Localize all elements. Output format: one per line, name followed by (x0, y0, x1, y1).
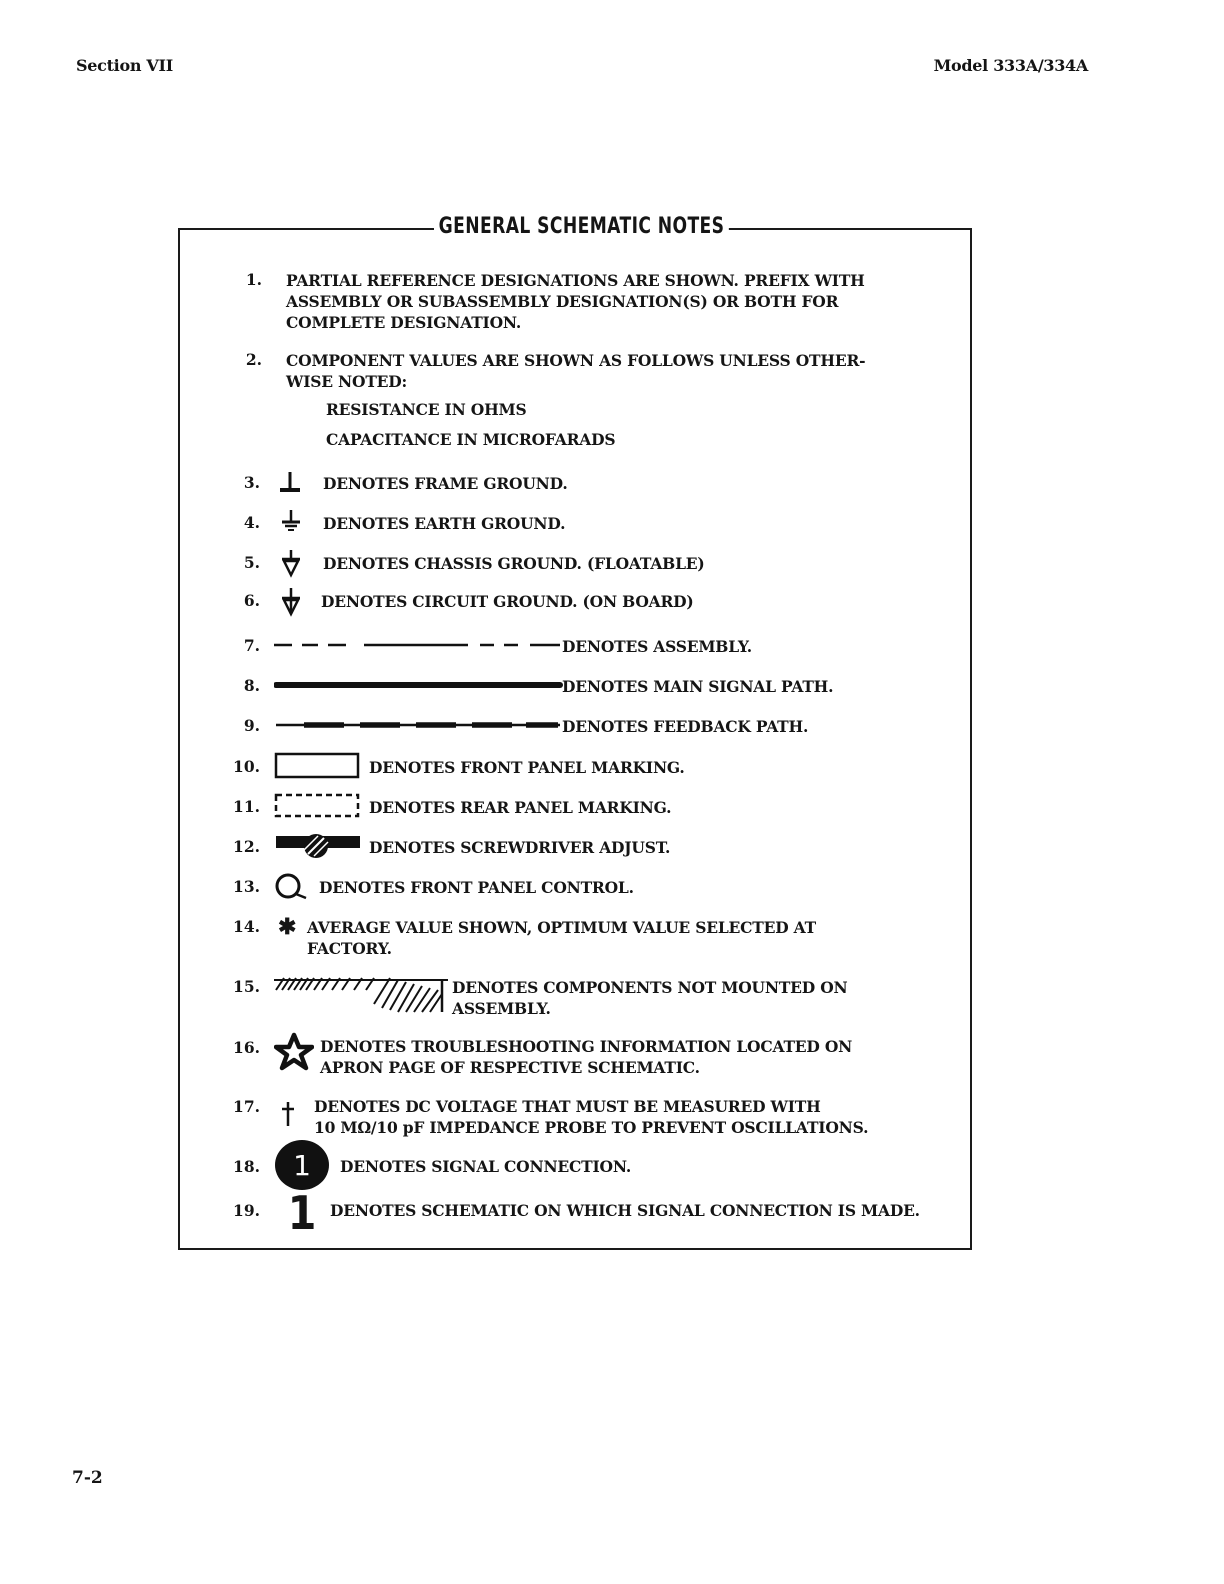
note-11: DENOTES REAR PANEL MARKING. (369, 798, 672, 817)
note-10: DENOTES FRONT PANEL MARKING. (369, 758, 685, 777)
note-2 (286, 350, 865, 392)
note-line: DENOTES TROUBLESHOOTING INFORMATION LOCATED ON (320, 1037, 853, 1056)
note-number: 19. (233, 1201, 260, 1220)
note-line: FACTORY. (307, 939, 392, 958)
earth-ground-icon (280, 508, 302, 534)
note-number: 5. (243, 553, 260, 572)
note-line: COMPONENT VALUES ARE SHOWN AS FOLLOWS UNLESS OTHER- (286, 351, 866, 370)
assembly-line-icon (272, 638, 564, 652)
note-number: 10. (233, 757, 260, 776)
feedback-path-icon (274, 718, 564, 732)
note-number: 13. (233, 877, 260, 896)
note-number: 1. (245, 270, 262, 289)
hatched-box-icon (272, 974, 448, 1016)
note-18: DENOTES SIGNAL CONNECTION. (340, 1157, 632, 1176)
note-number: 6. (243, 591, 260, 610)
note-8: DENOTES MAIN SIGNAL PATH. (562, 677, 834, 696)
note-4: DENOTES EARTH GROUND. (323, 514, 566, 533)
note-line: ASSEMBLY. (452, 999, 551, 1018)
note-line: AVERAGE VALUE SHOWN, OPTIMUM VALUE SELECTED AT (307, 918, 816, 937)
front-panel-control-icon (274, 872, 320, 902)
star-icon (274, 1032, 314, 1072)
note-number: 7. (243, 636, 260, 655)
note-14 (307, 917, 816, 959)
schematic-reference-icon: 1 (287, 1186, 317, 1240)
note-line: PARTIAL REFERENCE DESIGNATIONS ARE SHOWN. PREFIX WITH (286, 271, 865, 290)
dagger-icon (280, 1100, 296, 1130)
note-5: DENOTES CHASSIS GROUND. (FLOATABLE) (323, 554, 705, 573)
signal-connection-icon: 1 (275, 1140, 329, 1190)
note-number: 11. (233, 797, 260, 816)
note-number: 4. (243, 513, 260, 532)
note-number: 15. (233, 977, 260, 996)
note-number: 3. (243, 473, 260, 492)
note-7: DENOTES ASSEMBLY. (562, 637, 752, 656)
note-9: DENOTES FEEDBACK PATH. (562, 717, 809, 736)
note-17 (314, 1096, 868, 1138)
note-3: DENOTES FRAME GROUND. (323, 474, 568, 493)
note-number: 12. (233, 837, 260, 856)
asterisk-icon: ✱ (278, 914, 297, 940)
frame-ground-icon (278, 470, 302, 496)
note-19: DENOTES SCHEMATIC ON WHICH SIGNAL CONNECTION IS MADE. (330, 1201, 920, 1220)
circuit-ground-icon (280, 586, 302, 618)
note-number: 2. (245, 350, 262, 369)
front-panel-marking-icon (274, 752, 362, 780)
note-line: DENOTES COMPONENTS NOT MOUNTED ON (452, 978, 848, 997)
note-13: DENOTES FRONT PANEL CONTROL. (319, 878, 634, 897)
note-number: 17. (233, 1097, 260, 1116)
note-line: APRON PAGE OF RESPECTIVE SCHEMATIC. (320, 1058, 700, 1077)
model-header: Model 333A/334A (933, 56, 1088, 75)
capacitance-unit: CAPACITANCE IN MICROFARADS (326, 430, 616, 449)
note-line: DENOTES DC VOLTAGE THAT MUST BE MEASURED WITH (314, 1097, 821, 1116)
note-6: DENOTES CIRCUIT GROUND. (ON BOARD) (321, 592, 694, 611)
note-line: WISE NOTED: (286, 372, 408, 391)
note-number: 9. (243, 716, 260, 735)
notes-title: GENERAL SCHEMATIC NOTES (434, 214, 729, 239)
note-15 (452, 977, 848, 1019)
main-signal-path-icon (274, 678, 564, 692)
note-number: 8. (243, 676, 260, 695)
note-line: 10 MΩ/10 pF IMPEDANCE PROBE TO PREVENT OSCILLATIONS. (314, 1118, 869, 1137)
note-number: 14. (233, 917, 260, 936)
note-line: ASSEMBLY OR SUBASSEMBLY DESIGNATION(S) OR BOTH FOR (286, 292, 839, 311)
note-line: COMPLETE DESIGNATION. (286, 313, 522, 332)
rear-panel-marking-icon (274, 792, 362, 820)
page-number: 7-2 (72, 1468, 103, 1488)
note-1 (286, 270, 865, 333)
note-12: DENOTES SCREWDRIVER ADJUST. (369, 838, 671, 857)
note-number: 18. (233, 1157, 260, 1176)
chassis-ground-icon (280, 548, 302, 578)
resistance-unit: RESISTANCE IN OHMS (326, 400, 527, 419)
screwdriver-adjust-icon (274, 830, 364, 862)
note-16 (320, 1036, 852, 1078)
section-header: Section VII (76, 56, 173, 75)
note-number: 16. (233, 1038, 260, 1057)
